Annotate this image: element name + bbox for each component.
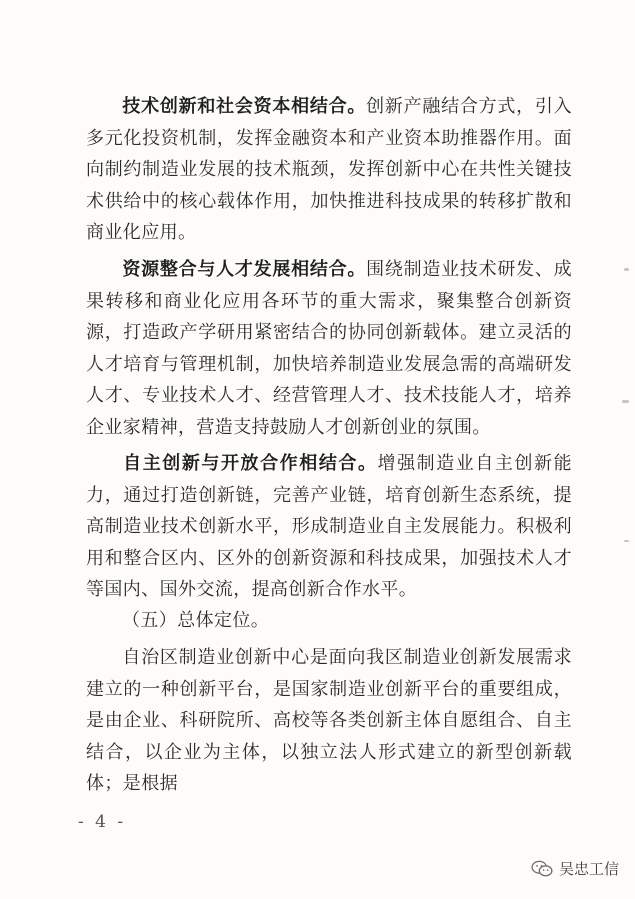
paragraph-heading: 自主创新与开放合作相结合。 [122,453,378,474]
watermark-text: 吴忠工信 [558,860,619,878]
paragraph-body: 围绕制造业技术研发、成果转移和商业化应用各环节的重大需求，聚集整合创新资源，打造政产学研用紧密结合的协同创新载体。建立灵活的人才培育与管理机制，加快培养制造业发展急需的高端研发人才、专业技术人才、经营管理人才、技术技能人才，培养企业家精神，营造支持鼓励人才创新创业的氛围。 [86,259,572,438]
scan-artifact [624,540,629,542]
paragraph-heading: 资源整合与人才发展相结合。 [122,259,367,280]
paragraph-resource-talent [86,254,572,444]
paragraph-positioning [86,642,572,800]
wechat-icon [531,860,553,878]
paragraph-body: 增强制造业自主创新能力，通过打造创新链，完善产业链，培育创新生态系统，提高制造业技术创新水平，形成制造业自主发展能力。积极利用和整合区内、区外的创新资源和科技成果，加强技术人才等国内、国外交流，提高创新合作水平。 [86,453,573,601]
paragraph-heading: 技术创新和社会资本相结合。 [122,96,367,117]
scan-artifact [622,400,629,403]
account-watermark [531,858,619,879]
paragraph-independent-open [86,448,572,606]
scan-artifact [624,268,629,271]
page-number: - 4 - [78,812,127,832]
paragraph-tech-innovation [86,91,572,249]
section-heading [86,605,572,637]
paragraph-body: 创新产融结合方式，引入多元化投资机制，发挥金融资本和产业资本助推器作用。面向制约制造业发展的技术瓶颈，发挥创新中心在共性关键技术供给中的核心载体作用，加快推进科技成果的转移扩散和商业化应用。 [86,96,572,244]
section-heading-text: （五）总体定位。 [122,610,270,631]
paragraph-body: 自治区制造业创新中心是面向我区制造业创新发展需求建立的一种创新平台，是国家制造业创新平台的重要组成，是由企业、科研院所、高校等各类创新主体自愿组合、自主结合，以企业为主体，以独立法人形式建立的新型创新载体；是根据 [86,647,572,795]
